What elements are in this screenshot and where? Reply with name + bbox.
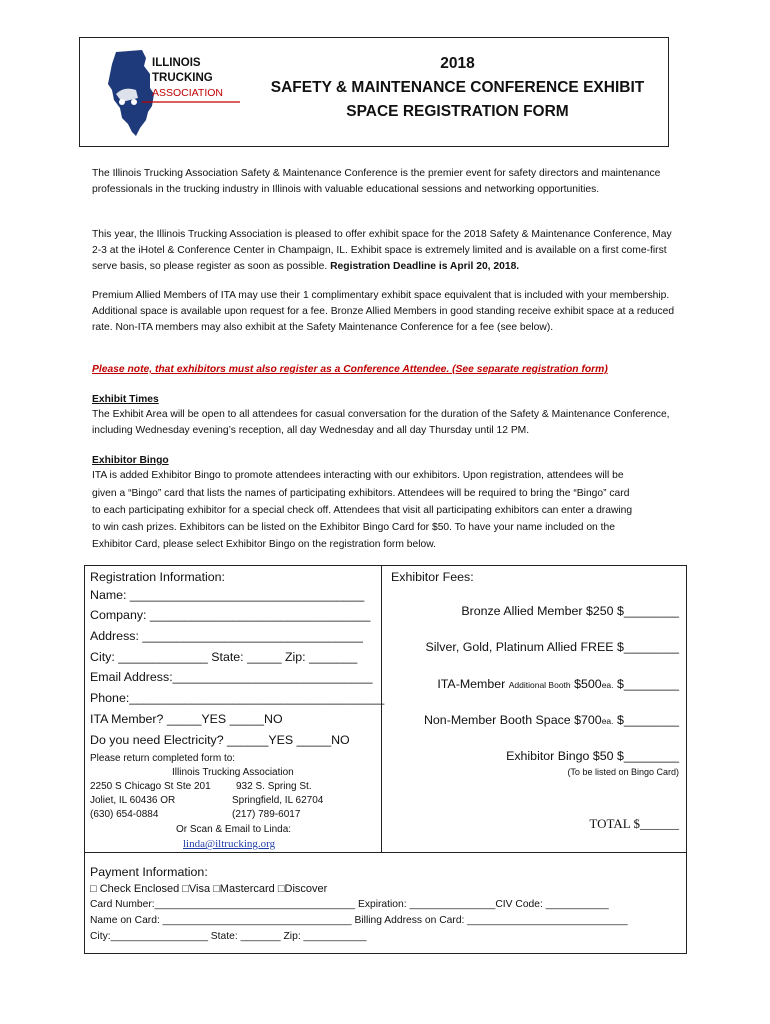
column-divider <box>381 565 382 853</box>
ita-fee-price: $500 <box>574 677 602 691</box>
ita-member-fee[interactable] <box>437 677 679 691</box>
joliet-city: Joliet, IL 60436 OR <box>90 795 176 806</box>
bingo-line-1: ITA is added Exhibitor Bingo to promote attendees interacting with our exhibitors. Upon registration, attendees will be <box>92 470 624 481</box>
total-fee[interactable]: TOTAL $______ <box>589 816 679 831</box>
ita-logo <box>92 44 242 140</box>
payment-methods[interactable]: □ Check Enclosed □Visa □Mastercard □Discover <box>90 883 328 895</box>
header-box <box>79 37 669 147</box>
linda-email-link[interactable]: linda@iltrucking.org <box>183 838 276 850</box>
ita-fee-prefix: ITA-Member <box>437 677 506 691</box>
non-fee-prefix: Non-Member Booth Space $700 <box>423 713 602 727</box>
payment-divider <box>84 852 687 853</box>
name-on-card-field[interactable]: Name on Card: _________________________________ Billing Address on Card: ____________________________ <box>90 915 628 926</box>
ita-member-field[interactable]: ITA Member? _____YES _____NO <box>90 712 283 726</box>
city-state-zip-field[interactable]: City: _____________ State: _____ Zip: _______ <box>90 650 358 664</box>
intro-paragraph-1: The Illinois Trucking Association Safety & Maintenance Conference is the premier event for safety directors and maintenance professionals in the trucking industry in Illinois with valuable educational sessions and networking opportunities. <box>92 168 661 195</box>
bronze-fee[interactable]: Bronze Allied Member $250 $________ <box>461 604 679 618</box>
non-fee-blank: $________ <box>616 713 679 727</box>
bingo-line-3: to each participating exhibitor for a special check off. Attendees that visit all participating exhibitors can enter a drawing <box>92 505 633 516</box>
fees-heading: Exhibitor Fees: <box>391 570 474 584</box>
bingo-fee-note: (To be listed on Bingo Card) <box>567 767 679 777</box>
bingo-fee[interactable]: Exhibitor Bingo $50 $________ <box>506 749 679 763</box>
electricity-field[interactable]: Do you need Electricity? ______YES _____NO <box>90 733 350 747</box>
illinois-state-icon <box>92 44 242 140</box>
ita-fee-ea: ea. <box>601 680 614 690</box>
title-line1: SAFETY & MAINTENANCE CONFERENCE EXHIBIT <box>270 79 645 96</box>
logo-line2: TRUCKING <box>152 72 213 84</box>
email-field[interactable]: Email Address:_____________________________ <box>90 670 373 684</box>
title-line2: SPACE REGISTRATION FORM <box>346 103 569 120</box>
bingo-line-2: given a “Bingo” card that lists the names of participating exhibitors. Attendees will be required to bring the “Bingo” card <box>92 488 630 499</box>
springfield-city: Springfield, IL 62704 <box>232 795 324 806</box>
org-name: Illinois Trucking Association <box>172 767 294 778</box>
phone-field[interactable]: Phone:_____________________________________ <box>90 691 385 705</box>
joliet-address: 2250 S Chicago St Ste 201 <box>90 781 211 792</box>
payment-heading: Payment Information: <box>90 865 208 879</box>
bingo-heading: Exhibitor Bingo <box>92 455 169 466</box>
form-title <box>250 52 665 124</box>
payment-city-field[interactable]: City:_________________ State: _______ Zip: ___________ <box>90 931 367 942</box>
registration-heading: Registration Information: <box>90 570 225 584</box>
name-field[interactable]: Name: __________________________________ <box>90 588 365 602</box>
non-member-fee[interactable] <box>424 713 679 727</box>
intro-p2-text: This year, the Illinois Trucking Association is pleased to offer exhibit space for the 2018 Safety & Maintenance Conference, May 2-3 at the iHotel & Conference Center in Champaign, IL. Exhibit space is extremely limited and is available on a first come-first serve basis, so please register as soon as possible. <box>92 229 672 272</box>
card-number-field[interactable]: Card Number:___________________________________ Expiration: _______________CIV Code: ___________ <box>90 899 609 910</box>
non-fee-ea: ea. <box>601 716 614 726</box>
scan-email-label: Or Scan & Email to Linda: <box>176 824 292 835</box>
return-label: Please return completed form to: <box>90 753 236 764</box>
springfield-address: 932 S. Spring St. <box>236 781 312 792</box>
ita-fee-small: Additional Booth <box>508 680 571 690</box>
logo-line1: ILLINOIS <box>152 57 201 69</box>
bingo-line-4: to win cash prizes. Exhibitors can be listed on the Exhibitor Bingo Card for $50. To have your name included on the <box>92 522 615 533</box>
company-field[interactable]: Company: ________________________________ <box>90 608 371 622</box>
registration-deadline: Registration Deadline is April 20, 2018. <box>330 261 520 272</box>
bingo-line-5: Exhibitor Card, please select Exhibitor Bingo on the registration form below. <box>92 539 436 550</box>
address-field[interactable]: Address: ________________________________ <box>90 629 363 643</box>
title-year: 2018 <box>440 55 475 72</box>
exhibit-times-heading: Exhibit Times <box>92 394 159 405</box>
silver-gold-fee[interactable]: Silver, Gold, Platinum Allied FREE $________ <box>425 640 679 654</box>
exhibit-times-body: The Exhibit Area will be open to all attendees for casual conversation for the duration of the Safety & Maintenance Conference, including Wednesday evening’s reception, all day Wednesday and all day Thursday until 12 PM. <box>92 409 670 436</box>
springfield-phone: (217) 789-6017 <box>232 809 301 820</box>
logo-line3: ASSOCIATION <box>152 87 223 99</box>
intro-paragraph-2 <box>92 227 682 275</box>
joliet-phone: (630) 654-0884 <box>90 809 159 820</box>
intro-paragraph-3: Premium Allied Members of ITA may use their 1 complimentary exhibit space equivalent that is included with your membership. Additional space is available upon request for a fee. Bronze Allied Members in good standing receive exhibit space at a reduced rate. Non-ITA members may also exhibit at the Safety Maintenance Conference for a fee (see below). <box>92 290 675 333</box>
attendee-note: Please note, that exhibitors must also register as a Conference Attendee. (See separate registration form) <box>92 364 608 375</box>
ita-fee-blank: $________ <box>616 677 679 691</box>
